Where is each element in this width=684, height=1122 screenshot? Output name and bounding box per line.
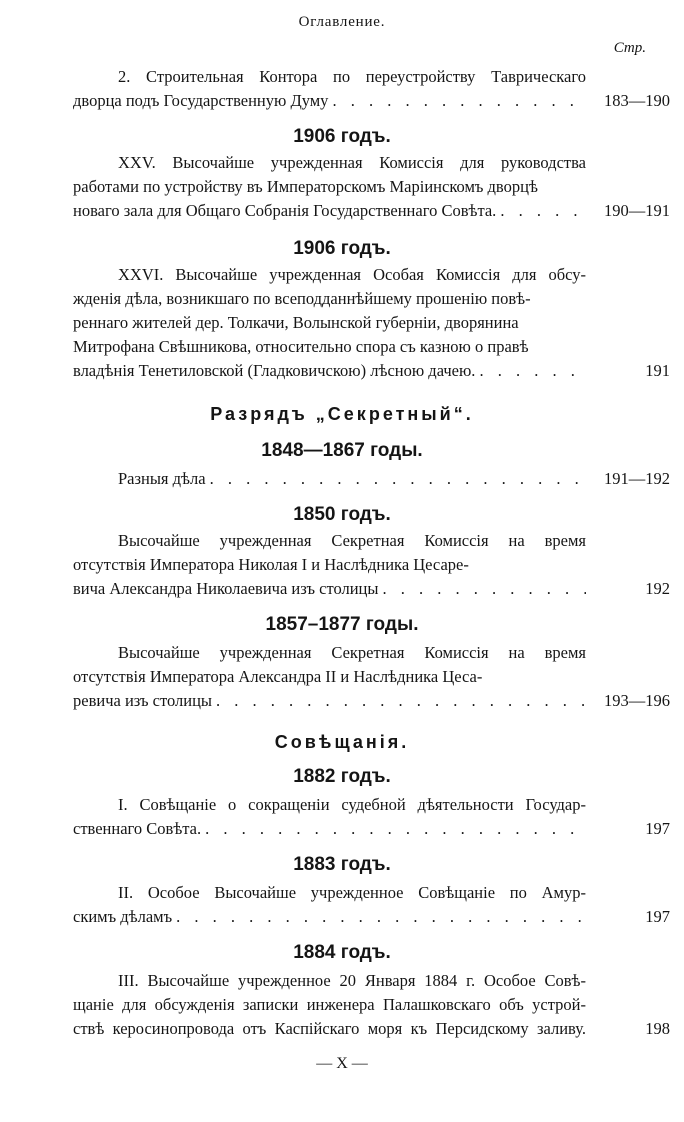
entry-line-with-leader: ревича изъ столицы . . . (73, 690, 586, 712)
category-heading: Разрядъ „Секретный“. (210, 404, 474, 424)
category-heading: Совѣщанія. (274, 732, 410, 752)
entry-pages: 197 (645, 819, 670, 838)
entry-line: щаніе для обсужденія записки инженера Палашковскаго объ устрой- (73, 995, 586, 1014)
section-heading: 1906 годъ. (293, 238, 391, 259)
entry-line: II. Особое Высочайше учрежденное Совѣщаніе по Амур- (118, 883, 586, 902)
entry-line-with-leader: владѣнія Тенетиловской (Гладковичскою) лѣсною дачею. . . . (73, 360, 586, 382)
entry-line: Митрофана Свѣшникова, относительно спора съ казною о правѣ (73, 337, 529, 356)
entry-line: ствѣ керосинопровода отъ Каспійскаго моря къ Персидскому заливу. (73, 1019, 586, 1038)
section-heading: 1850 годъ. (293, 504, 391, 525)
entry-line-with-leader: дворца подъ Государственную Думу . . . (73, 90, 586, 112)
entry-line-with-leader: ственнаго Совѣта. . . . (73, 818, 586, 840)
entry-line: III. Высочайше учрежденное 20 Января 1884 г. Особое Совѣ- (118, 971, 586, 990)
entry-line: I. Совѣщаніе о сокращеніи судебной дѣятельности Государ- (118, 795, 586, 814)
section-heading: 1906 годъ. (293, 126, 391, 147)
entry-line-with-leader: новаго зала для Общаго Собранія Государственнаго Совѣта. . . . (73, 200, 586, 222)
entry-line-with-leader: вича Александра Николаевича изъ столицы . . . (73, 578, 586, 600)
entry-line: отсутствія Императора Николая I и Наслѣдника Цесаре- (73, 555, 469, 574)
entry-line-with-leader: скимъ дѣламъ . . . (73, 906, 586, 928)
entry-line: жденія дѣла, возникшаго по всеподданнѣйшему прошенію повѣ- (73, 289, 531, 308)
entry-pages: 192 (645, 579, 670, 598)
entry-line: работами по устройству въ Императорскомъ Маріинскомъ дворцѣ (73, 177, 538, 196)
pages-column-label: Стр. (613, 40, 646, 56)
entry-line: Высочайше учрежденная Секретная Комиссія на время (118, 643, 586, 662)
page-number: — X — (316, 1055, 368, 1072)
entry-line: реннаго жителей дер. Толкачи, Волынской губерніи, дворянина (73, 313, 519, 332)
entry-pages: 193—196 (604, 691, 670, 710)
entry-pages: 191—192 (604, 469, 670, 488)
section-heading: 1857–1877 годы. (265, 614, 419, 635)
entry-line: Высочайше учрежденная Секретная Комиссія на время (118, 531, 586, 550)
entry-line-with-leader: Разныя дѣла . . . (118, 468, 586, 490)
entry-line: XXV. Высочайше учрежденная Комиссія для руководства (118, 153, 586, 172)
entry-pages: 191 (645, 361, 670, 380)
entry-pages: 197 (645, 907, 670, 926)
entry-pages: 198 (645, 1019, 670, 1038)
section-heading: 1882 годъ. (293, 766, 391, 787)
entry-pages: 190—191 (604, 201, 670, 220)
section-heading: 1884 годъ. (293, 942, 391, 963)
entry-line: XXVI. Высочайше учрежденная Особая Комиссія для обсу- (118, 265, 586, 284)
section-heading: 1848—1867 годы. (261, 440, 423, 461)
page-header-title: Оглавление. (298, 14, 386, 30)
entry-line: 2. Строительная Контора по переустройству Таврическаго (118, 67, 586, 86)
entry-pages: 183—190 (604, 91, 670, 110)
entry-line: отсутствія Императора Александра II и Наслѣдника Цеса- (73, 667, 483, 686)
section-heading: 1883 годъ. (293, 854, 391, 875)
